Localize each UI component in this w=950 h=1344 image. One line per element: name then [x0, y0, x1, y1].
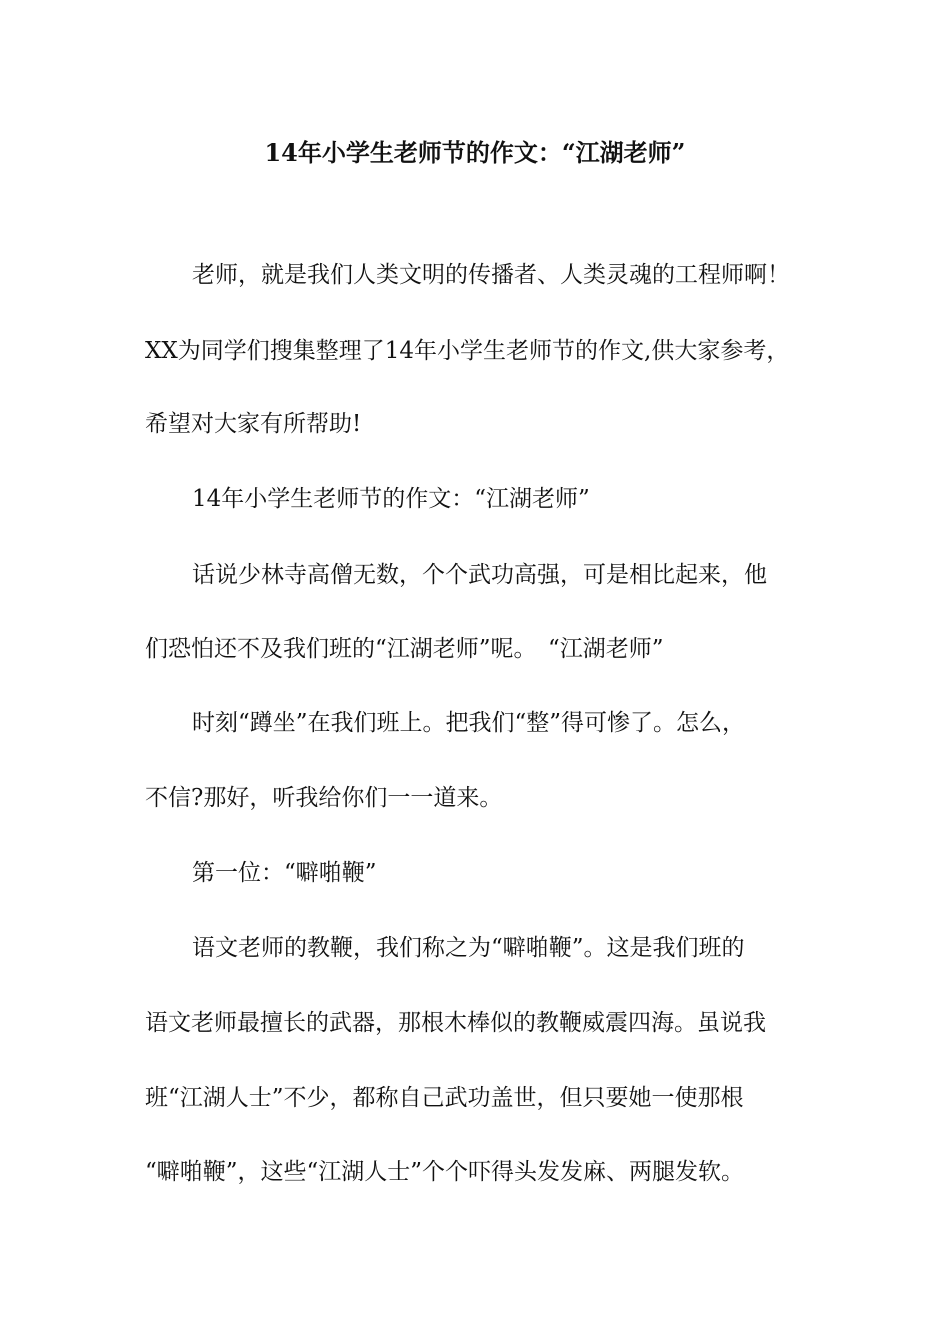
paragraph-line: 14年小学生老师节的作文：“江湖老师” [192, 486, 590, 512]
paragraph-line: 们恐怕还不及我们班的“江湖老师”呢。 “江湖老师” [145, 636, 664, 662]
paragraph-line: 老师，就是我们人类文明的传播者、人类灵魂的工程师啊！ [192, 262, 790, 288]
paragraph-line: 不信?那好，听我给你们一一道来。 [145, 785, 503, 811]
paragraph-line: 时刻“蹲坐”在我们班上。把我们“整”得可惨了。怎么， [192, 710, 746, 736]
paragraph-line: XX为同学们搜集整理了14年小学生老师节的作文,供大家参考， [145, 338, 790, 364]
document-title: 14年小学生老师节的作文：“江湖老师” [264, 138, 686, 167]
paragraph-line: “噼啪鞭”，这些“江湖人士”个个吓得头发发麻、两腿发软。 [145, 1159, 745, 1185]
paragraph-line: 语文老师的教鞭，我们称之为“噼啪鞭”。这是我们班的 [192, 935, 745, 961]
paragraph-line: 话说少林寺高僧无数，个个武功高强，可是相比起来，他 [192, 562, 767, 588]
paragraph-line: 希望对大家有所帮助! [145, 411, 362, 437]
paragraph-line: 语文老师最擅长的武器，那根木棒似的教鞭威震四海。虽说我 [145, 1010, 766, 1036]
section-heading: 第一位：“噼啪鞭” [192, 860, 377, 886]
paragraph-line: 班“江湖人士”不少，都称自己武功盖世，但只要她一使那根 [145, 1085, 744, 1111]
